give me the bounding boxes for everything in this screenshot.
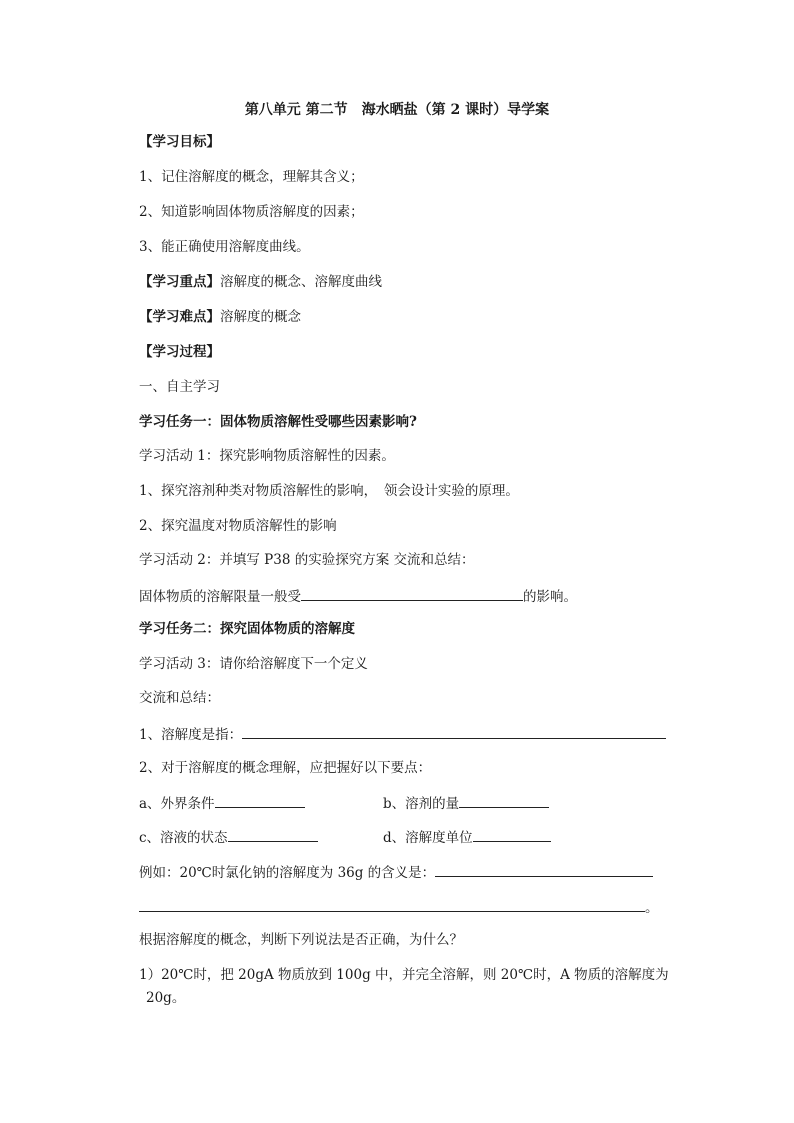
point-d xyxy=(383,827,551,847)
objective-item: 1、记住溶解度的概念，理解其含义； xyxy=(139,169,364,185)
point-a-blank[interactable] xyxy=(215,793,305,808)
example-text: 例如：20℃时氯化钠的溶解度为 36g 的含义是： xyxy=(139,865,436,881)
example-continuation xyxy=(139,897,659,917)
objective-item: 2、知道影响固体物质溶解度的因素； xyxy=(139,204,364,220)
difficulty xyxy=(139,308,301,326)
limit-prefix: 固体物质的溶解限量一般受 xyxy=(139,589,301,605)
limit-sentence xyxy=(139,586,577,606)
activity3: 学习活动 3：请你给溶解度下一个定义 xyxy=(139,656,368,672)
difficulty-text: 溶解度的概念 xyxy=(220,309,301,325)
summary-label: 交流和总结： xyxy=(139,690,220,706)
task2-heading: 学习任务二：探究固体物质的溶解度 xyxy=(139,621,355,637)
point-a-label: a、外界条件 xyxy=(139,796,215,812)
point-d-blank[interactable] xyxy=(473,827,551,842)
example-end: 。 xyxy=(645,900,659,916)
point-c xyxy=(139,827,318,847)
point-d-label: d、溶解度单位 xyxy=(383,830,473,846)
difficulty-label: 【学习难点】 xyxy=(139,309,220,325)
point-c-blank[interactable] xyxy=(228,827,318,842)
point-b xyxy=(383,793,549,813)
question-1-line-2: 20g。 xyxy=(146,990,186,1006)
page-title: 第八单元 第二节 海水晒盐（第 2 课时）导学案 xyxy=(244,102,550,118)
key-points-text: 溶解度的概念、溶解度曲线 xyxy=(220,274,382,290)
example-line xyxy=(139,862,653,882)
point-c-label: c、溶液的状态 xyxy=(139,830,228,846)
key-points xyxy=(139,273,382,291)
definition-line xyxy=(139,724,666,744)
task1-heading: 学习任务一：固体物质溶解性受哪些因素影响? xyxy=(139,414,417,430)
limit-suffix: 的影响。 xyxy=(523,589,577,605)
points-intro: 2、对于溶解度的概念理解，应把握好以下要点： xyxy=(139,760,432,776)
activity2: 学习活动 2：并填写 P38 的实验探究方案 交流和总结： xyxy=(139,552,475,568)
point-b-blank[interactable] xyxy=(459,793,549,808)
self-study-heading: 一、自主学习 xyxy=(139,379,220,395)
point-b-label: b、溶剂的量 xyxy=(383,796,460,812)
definition-prefix: 1、溶解度是指： xyxy=(139,727,243,743)
limit-blank[interactable] xyxy=(301,586,523,601)
process-heading: 【学习过程】 xyxy=(139,344,220,360)
example-blank[interactable] xyxy=(435,862,653,877)
activity1-item: 2、探究温度对物质溶解性的影响 xyxy=(139,518,337,534)
objectives-heading: 【学习目标】 xyxy=(139,134,220,150)
example-blank-2[interactable] xyxy=(139,897,645,912)
point-a xyxy=(139,793,305,813)
judge-intro: 根据溶解度的概念，判断下列说法是否正确，为什么？ xyxy=(139,932,463,948)
key-points-label: 【学习重点】 xyxy=(139,274,220,290)
definition-blank[interactable] xyxy=(242,724,666,739)
activity1-item: 1、探究溶剂种类对物质溶解性的影响， 领会设计实验的原理。 xyxy=(139,483,519,499)
objective-item: 3、能正确使用溶解度曲线。 xyxy=(139,239,310,255)
question-1-line-1: 1）20℃时，把 20gA 物质放到 100g 中，并完全溶解，则 20℃时，A 物质的溶解度为 xyxy=(139,967,669,983)
activity1: 学习活动 1：探究影响物质溶解性的因素。 xyxy=(139,448,395,464)
